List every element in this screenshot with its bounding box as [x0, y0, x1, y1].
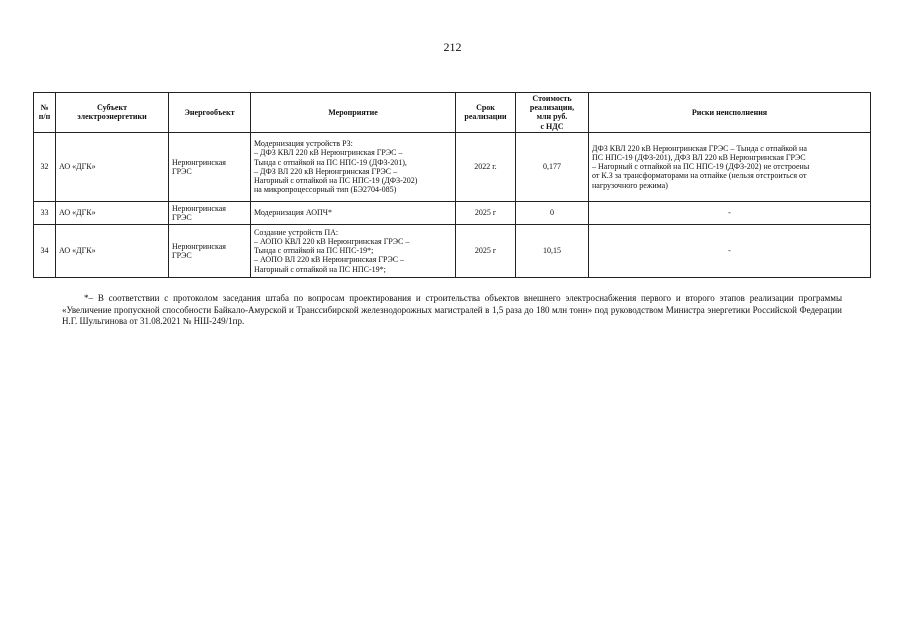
- row-measure: Модернизация АОПЧ*: [251, 201, 456, 224]
- header-object: Энергообъект: [169, 93, 251, 133]
- measures-table: [33, 92, 871, 278]
- row-risks: -: [589, 224, 871, 277]
- row-num: 32: [34, 132, 56, 201]
- row-cost: 0,177: [516, 132, 589, 201]
- row-term: 2022 г.: [456, 132, 516, 201]
- header-num: № п/п: [34, 93, 56, 133]
- row-object: Нерюнгринская ГРЭС: [169, 224, 251, 277]
- row-subject: АО «ДГК»: [56, 132, 169, 201]
- header-term: Срок реализации: [456, 93, 516, 133]
- table-header-row: [34, 93, 871, 133]
- row-object: Нерюнгринская ГРЭС: [169, 132, 251, 201]
- row-num: 33: [34, 201, 56, 224]
- row-subject: АО «ДГК»: [56, 201, 169, 224]
- header-risks: Риски неисполнения: [589, 93, 871, 133]
- header-measure: Мероприятие: [251, 93, 456, 133]
- table-row: [34, 201, 871, 224]
- row-term: 2025 г: [456, 224, 516, 277]
- page-number: 212: [443, 40, 462, 54]
- row-cost: 10,15: [516, 224, 589, 277]
- row-subject: АО «ДГК»: [56, 224, 169, 277]
- row-term: 2025 г: [456, 201, 516, 224]
- row-measure: Модернизация устройств РЗ: – ДФЗ КВЛ 220 кВ Нерюнгринская ГРЭС – Тында с отпайкой на ПС НПС-19 (ДФЗ-201), – ДФЗ ВЛ 220 кВ Нерюнгринская ГРЭС – Нагорный с отпайкой на ПС НПС-19 (ДФЗ-202) на микропроцессорный тип (БЭ2704-085): [251, 132, 456, 201]
- header-subject: Субъект электроэнергетики: [56, 93, 169, 133]
- row-measure: Создание устройств ПА: – АОПО КВЛ 220 кВ Нерюнгринская ГРЭС – Тында с отпайкой на ПС НПС-19*; – АОПО ВЛ 220 кВ Нерюнгринская ГРЭС – Нагорный с отпайкой на ПС НПС-19*;: [251, 224, 456, 277]
- header-cost: Стоимость реализации, млн руб. с НДС: [516, 93, 589, 133]
- row-cost: 0: [516, 201, 589, 224]
- footnote: *– В соответствии с протоколом заседания штаба по вопросам проектирования и строительства объектов внешнего электроснабжения первого и второго этапов реализации программы «Увеличение пропускной способности Байкало-Амурской и Транссибирской железнодорожных магистралей в 1,5 раза до 180 млн тонн» под руководством Министра энергетики Российской Федерации Н.Г. Шульгинова от 31.08.2021 № НШ-249/1пр.: [62, 293, 842, 327]
- row-object: Нерюнгринская ГРЭС: [169, 201, 251, 224]
- table-row: [34, 132, 871, 201]
- row-num: 34: [34, 224, 56, 277]
- row-risks: -: [589, 201, 871, 224]
- row-risks: ДФЗ КВЛ 220 кВ Нерюнгринская ГРЭС – Тында с отпайкой на ПС НПС-19 (ДФЗ-201), ДФЗ ВЛ 220 кВ Нерюнгринская ГРЭС – Нагорный с отпайкой на ПС НПС-19 (ДФЗ-202) не отстроены от К.З за трансформаторами на отпайке (нельзя отстроиться от нагрузочного режима): [589, 132, 871, 201]
- table-row: [34, 224, 871, 277]
